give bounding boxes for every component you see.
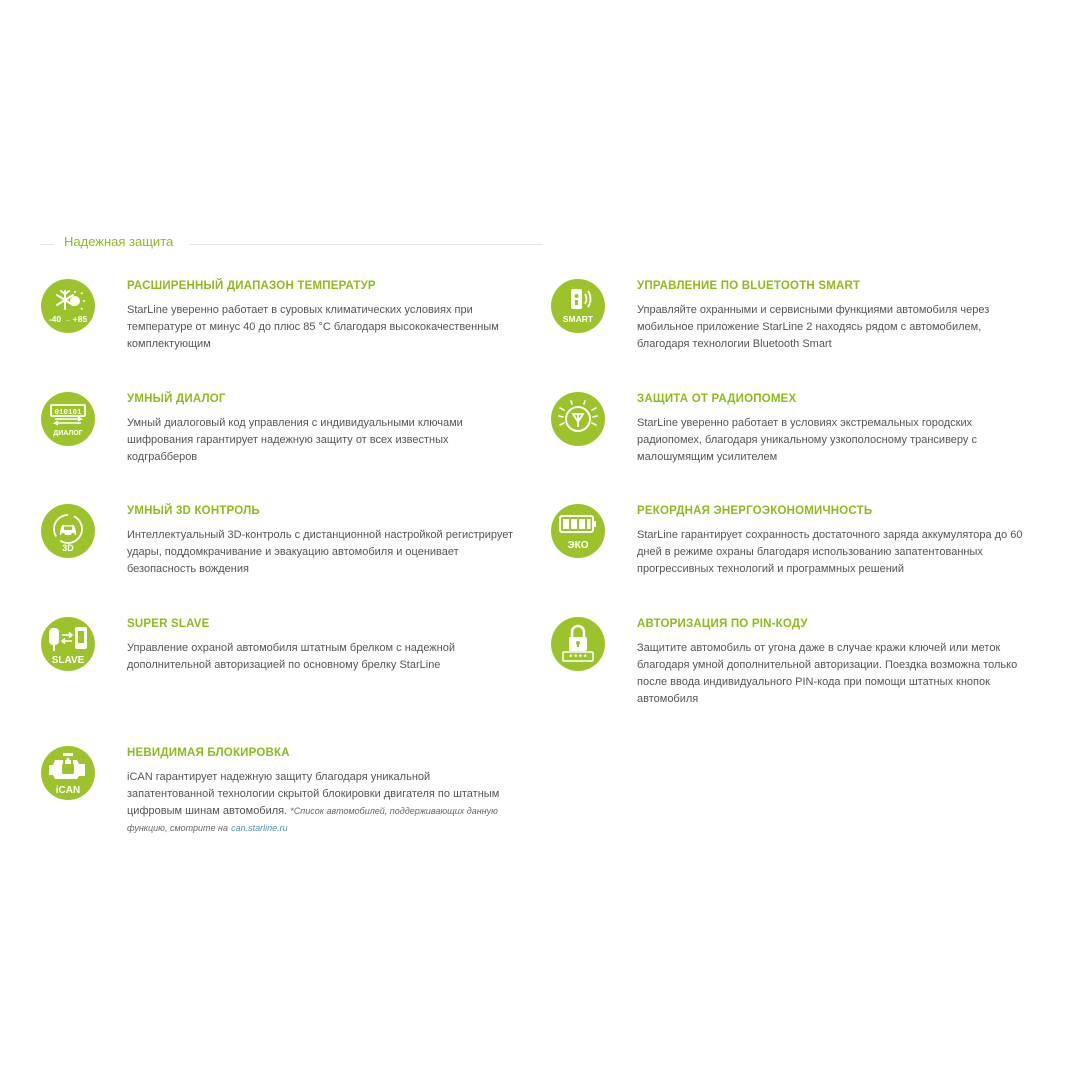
svg-text:iCAN: iCAN <box>55 785 81 796</box>
svg-text:3D: 3D <box>62 543 74 553</box>
feature-temperature <box>41 279 531 359</box>
smart-phone-icon <box>551 279 605 333</box>
feature-super-slave <box>41 617 531 697</box>
feature-title: УМНЫЙ ДИАЛОГ <box>127 393 226 405</box>
section-title: Надежная защита <box>64 234 174 249</box>
feature-title: ЗАЩИТА ОТ РАДИОПОМЕХ <box>637 393 797 405</box>
feature-invisible-blocking <box>41 746 531 846</box>
feature-title: АВТОРИЗАЦИЯ ПО PIN-КОДУ <box>637 618 808 630</box>
feature-description: Защитите автомобиль от угона даже в случае кражи ключей или меток благодаря умной дополнительной авторизации. Поездка возможна только после ввода индивидуального PIN-кода при помощи штатных кнопок автомобиля <box>637 642 1018 705</box>
feature-bluetooth-smart <box>551 279 1041 359</box>
thermometer-snowflake-sun-icon <box>41 279 95 333</box>
svg-text:ДИАЛОГ: ДИАЛОГ <box>53 430 83 437</box>
feature-title: УМНЫЙ 3D КОНТРОЛЬ <box>127 505 260 517</box>
feature-3d-control <box>41 504 531 584</box>
svg-text:010101: 010101 <box>54 409 82 417</box>
car-3d-control-icon <box>41 504 95 558</box>
feature-description: Интеллектуальный 3D-контроль с дистанционной настройкой регистрирует удары, поддомкрачивание и эвакуацию автомобиля и оценивает безопасность вождения <box>127 529 514 575</box>
svg-text:-40: -40 <box>48 314 62 324</box>
feature-description: Умный диалоговый код управления с индивидуальными ключами шифрования гарантирует надежную защиту от всех известных кодграбберов <box>127 417 463 463</box>
feature-description: StarLine уверенно работает в суровых климатических условиях при температуре от минус 40 до плюс 85 °С благодаря высококачественным комплектующим <box>127 304 499 350</box>
feature-radio-interference <box>551 392 1041 472</box>
feature-description: Управление охраной автомобиля штатным брелком с надежной дополнительной авторизацией по основному брелку StarLine <box>127 642 456 671</box>
can-starline-link[interactable]: can.starline.ru <box>231 823 288 833</box>
header-divider-left <box>40 244 54 245</box>
feature-description: StarLine уверенно работает в условиях экстремальных городских радиопомех, благодаря уникальному узкополосному трансиверу с малошумящим усилителем <box>637 417 977 463</box>
battery-eco-icon <box>551 504 605 558</box>
section-header <box>40 234 543 254</box>
feature-description <box>127 769 507 837</box>
dialog-code-icon <box>41 392 95 446</box>
svg-text:..: .. <box>65 314 71 323</box>
feature-energy-efficiency <box>551 504 1041 584</box>
engine-block-icon <box>41 746 95 800</box>
feature-title: УПРАВЛЕНИЕ ПО BLUETOOTH SMART <box>637 280 861 292</box>
feature-description: StarLine гарантирует сохранность достаточного заряда аккумулятора до 60 дней в режиме охраны благодаря использованию запатентованных прогрессивных технологий и программных решений <box>637 529 1023 575</box>
header-divider-right <box>190 244 543 245</box>
feature-smart-dialog <box>41 392 531 472</box>
svg-text:ЭКО: ЭКО <box>567 540 589 551</box>
feature-title: РЕКОРДНАЯ ЭНЕРГОЭКОНОМИЧНОСТЬ <box>637 505 873 517</box>
feature-pin-authorization <box>551 617 1041 717</box>
feature-footnote: *Список автомобилей, поддерживающих данную функцию, смотрите на <box>127 806 498 833</box>
feature-description-text: iCAN гарантирует надежную защиту благодаря уникальной запатентованной технологии скрытой блокировки двигателя по штатным цифровым шинам автомобиля. <box>127 771 500 817</box>
lock-pin-icon <box>551 617 605 671</box>
feature-description: Управляйте охранными и сервисными функциями автомобиля через мобильное приложение StarLine 2 находясь рядом с автомобилем, благодаря технологии Bluetooth Smart <box>637 304 990 350</box>
keys-slave-icon <box>41 617 95 671</box>
feature-title: SUPER SLAVE <box>127 618 210 630</box>
antenna-interference-icon <box>551 392 605 446</box>
svg-text:SLAVE: SLAVE <box>51 655 85 666</box>
svg-text:+85: +85 <box>72 314 88 324</box>
svg-text:SMART: SMART <box>562 314 594 324</box>
feature-title: НЕВИДИМАЯ БЛОКИРОВКА <box>127 747 290 759</box>
feature-title: РАСШИРЕННЫЙ ДИАПАЗОН ТЕМПЕРАТУР <box>127 280 376 292</box>
svg-text:****: **** <box>568 654 588 663</box>
